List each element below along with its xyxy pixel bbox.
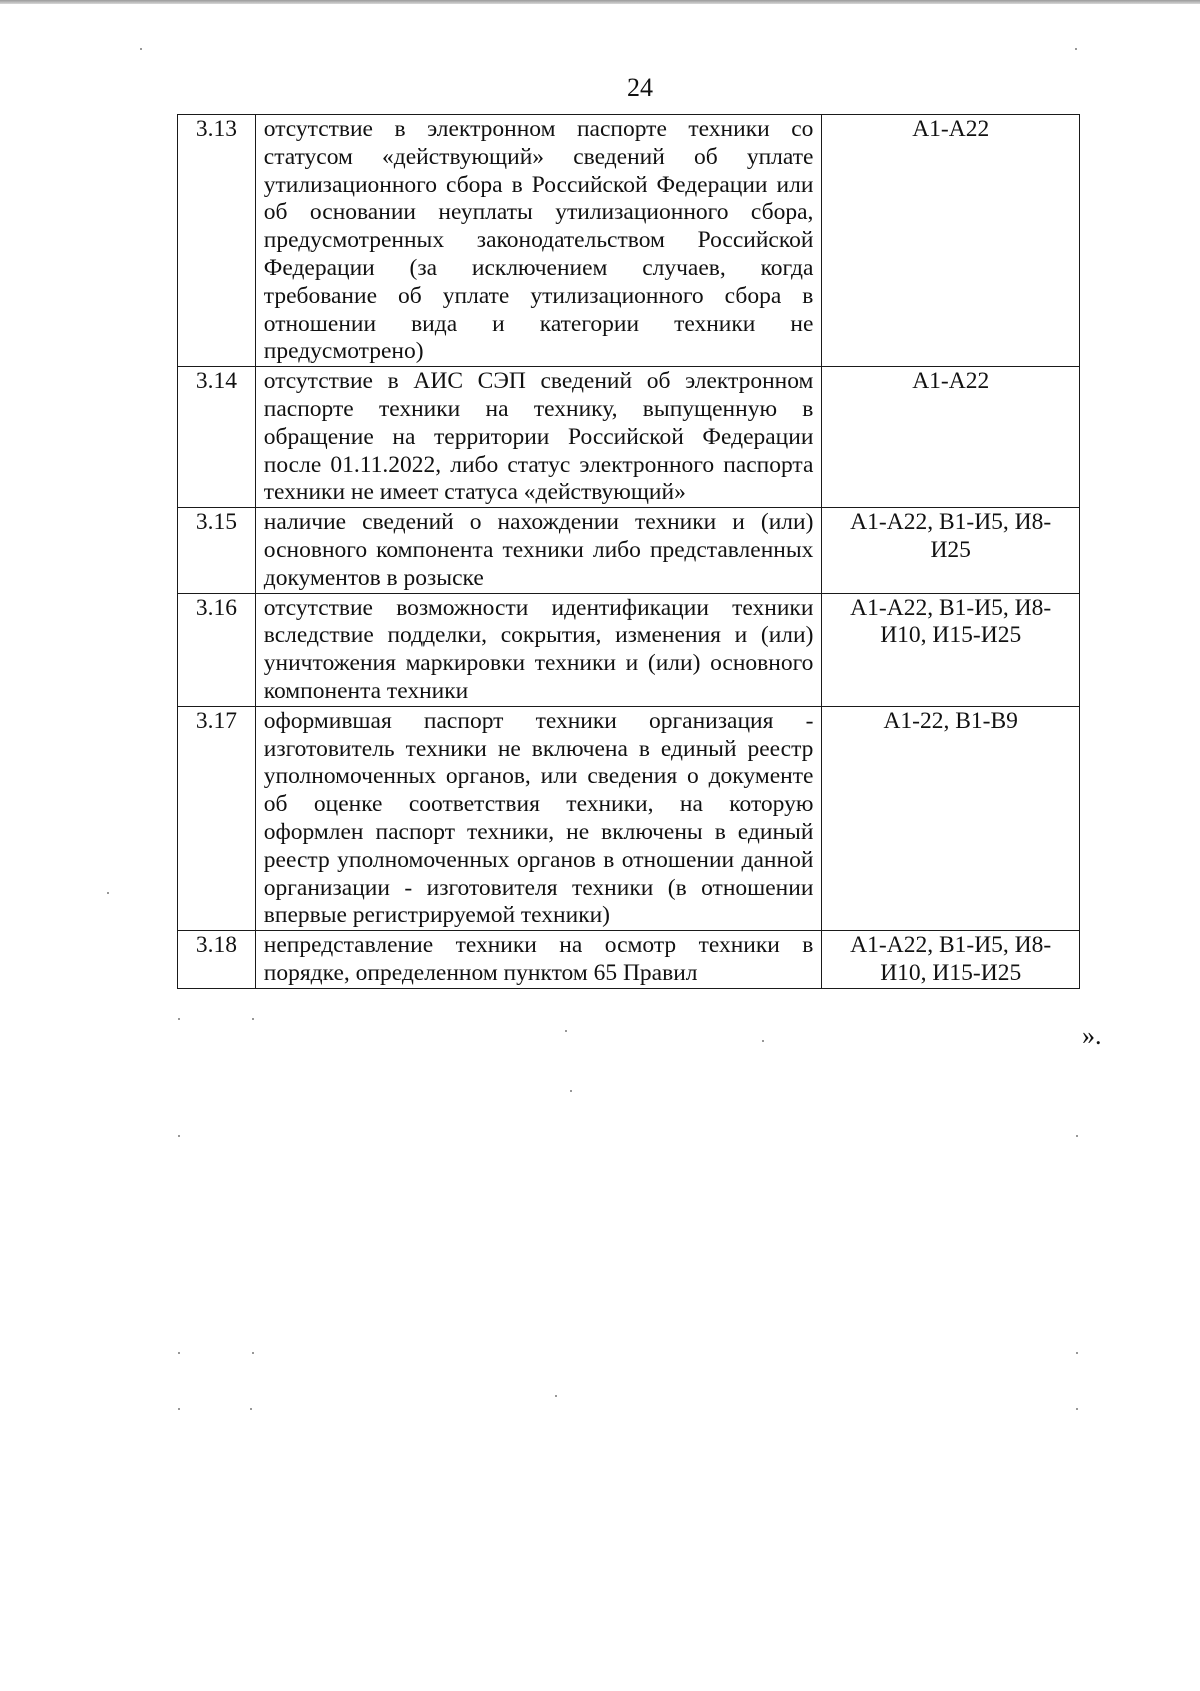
table-row — [178, 931, 1080, 989]
scan-speck — [252, 1018, 254, 1020]
row-codes: А1-А22, В1-И5, И8-И10, И15-И25 — [822, 593, 1080, 706]
description-text: отсутствие возможности идентификации техники вследствие подделки, сокрытия, изменения и (или) уничтожения маркировки техники и (или) основного компонента техники — [263, 594, 814, 704]
row-codes: А1-22, В1-В9 — [822, 706, 1080, 930]
row-number: 3.18 — [178, 931, 256, 989]
scan-speck — [1076, 1408, 1078, 1410]
row-number: 3.14 — [178, 367, 256, 508]
row-number: 3.15 — [178, 508, 256, 593]
scan-speck — [1075, 48, 1077, 50]
row-codes: А1-А22, В1-И5, И8-И10, И15-И25 — [822, 931, 1080, 989]
description-text: наличие сведений о нахождении техники и (или) основного компонента техники либо представленных документов в розыске — [263, 509, 814, 591]
description-text: отсутствие в АИС СЭП сведений об электронном паспорте техники на технику, выпущенную в обращение на территории Российской Федерации после 01.11.2022, либо статус электронного паспорта техники не имеет статуса «действующий» — [263, 368, 814, 506]
row-description — [255, 706, 822, 930]
row-codes: А1-А22 — [822, 115, 1080, 367]
row-codes: А1-А22 — [822, 367, 1080, 508]
scan-speck — [178, 1408, 180, 1410]
scan-speck — [252, 1352, 254, 1354]
row-description — [255, 367, 822, 508]
table-row — [178, 115, 1080, 367]
closing-quote-mark: ». — [1082, 1021, 1102, 1050]
scan-speck — [555, 1395, 557, 1397]
row-description — [255, 508, 822, 593]
scan-speck — [250, 1408, 252, 1410]
table-row — [178, 367, 1080, 508]
scan-speck — [178, 1352, 180, 1354]
document-table — [177, 114, 1080, 989]
row-description — [255, 593, 822, 706]
row-codes: А1-А22, В1-И5, И8-И25 — [822, 508, 1080, 593]
row-number: 3.16 — [178, 593, 256, 706]
page-number: 24 — [627, 73, 653, 102]
row-number: 3.13 — [178, 115, 256, 367]
scan-speck — [107, 892, 109, 894]
row-number: 3.17 — [178, 706, 256, 930]
scan-speck — [178, 1135, 180, 1137]
scan-speck — [1076, 1352, 1078, 1354]
scan-speck — [762, 1040, 764, 1042]
scan-top-edge — [0, 0, 1200, 4]
table-row — [178, 706, 1080, 930]
description-text: оформившая паспорт техники организация - изготовитель техники не включена в единый реестр уполномоченных органов, или сведения о документе об оценке соответствия техники, на которую оформлен паспорт техники, не включены в единый реестр уполномоченных органов в отношении данной организации - изготовителя техники (в отношении впервые регистрируемой техники) — [263, 707, 814, 929]
scan-speck — [178, 1018, 180, 1020]
scan-speck — [565, 1030, 567, 1032]
scan-speck — [570, 1090, 572, 1092]
scan-speck — [1076, 1135, 1078, 1137]
scan-speck — [140, 48, 142, 50]
table-row — [178, 593, 1080, 706]
table-row — [178, 508, 1080, 593]
row-description — [255, 115, 822, 367]
description-text: отсутствие в электронном паспорте техники со статусом «действующий» сведений об уплате утилизационного сбора в Российской Федерации или об основании неуплаты утилизационного сбора, предусмотренных законодательством Российской Федерации (за исключением случаев, когда требование об уплате утилизационного сбора в отношении вида и категории техники не предусмотрено) — [263, 116, 814, 365]
description-text: непредставление техники на осмотр техники в порядке, определенном пунктом 65 Правил — [263, 932, 814, 986]
row-description — [255, 931, 822, 989]
